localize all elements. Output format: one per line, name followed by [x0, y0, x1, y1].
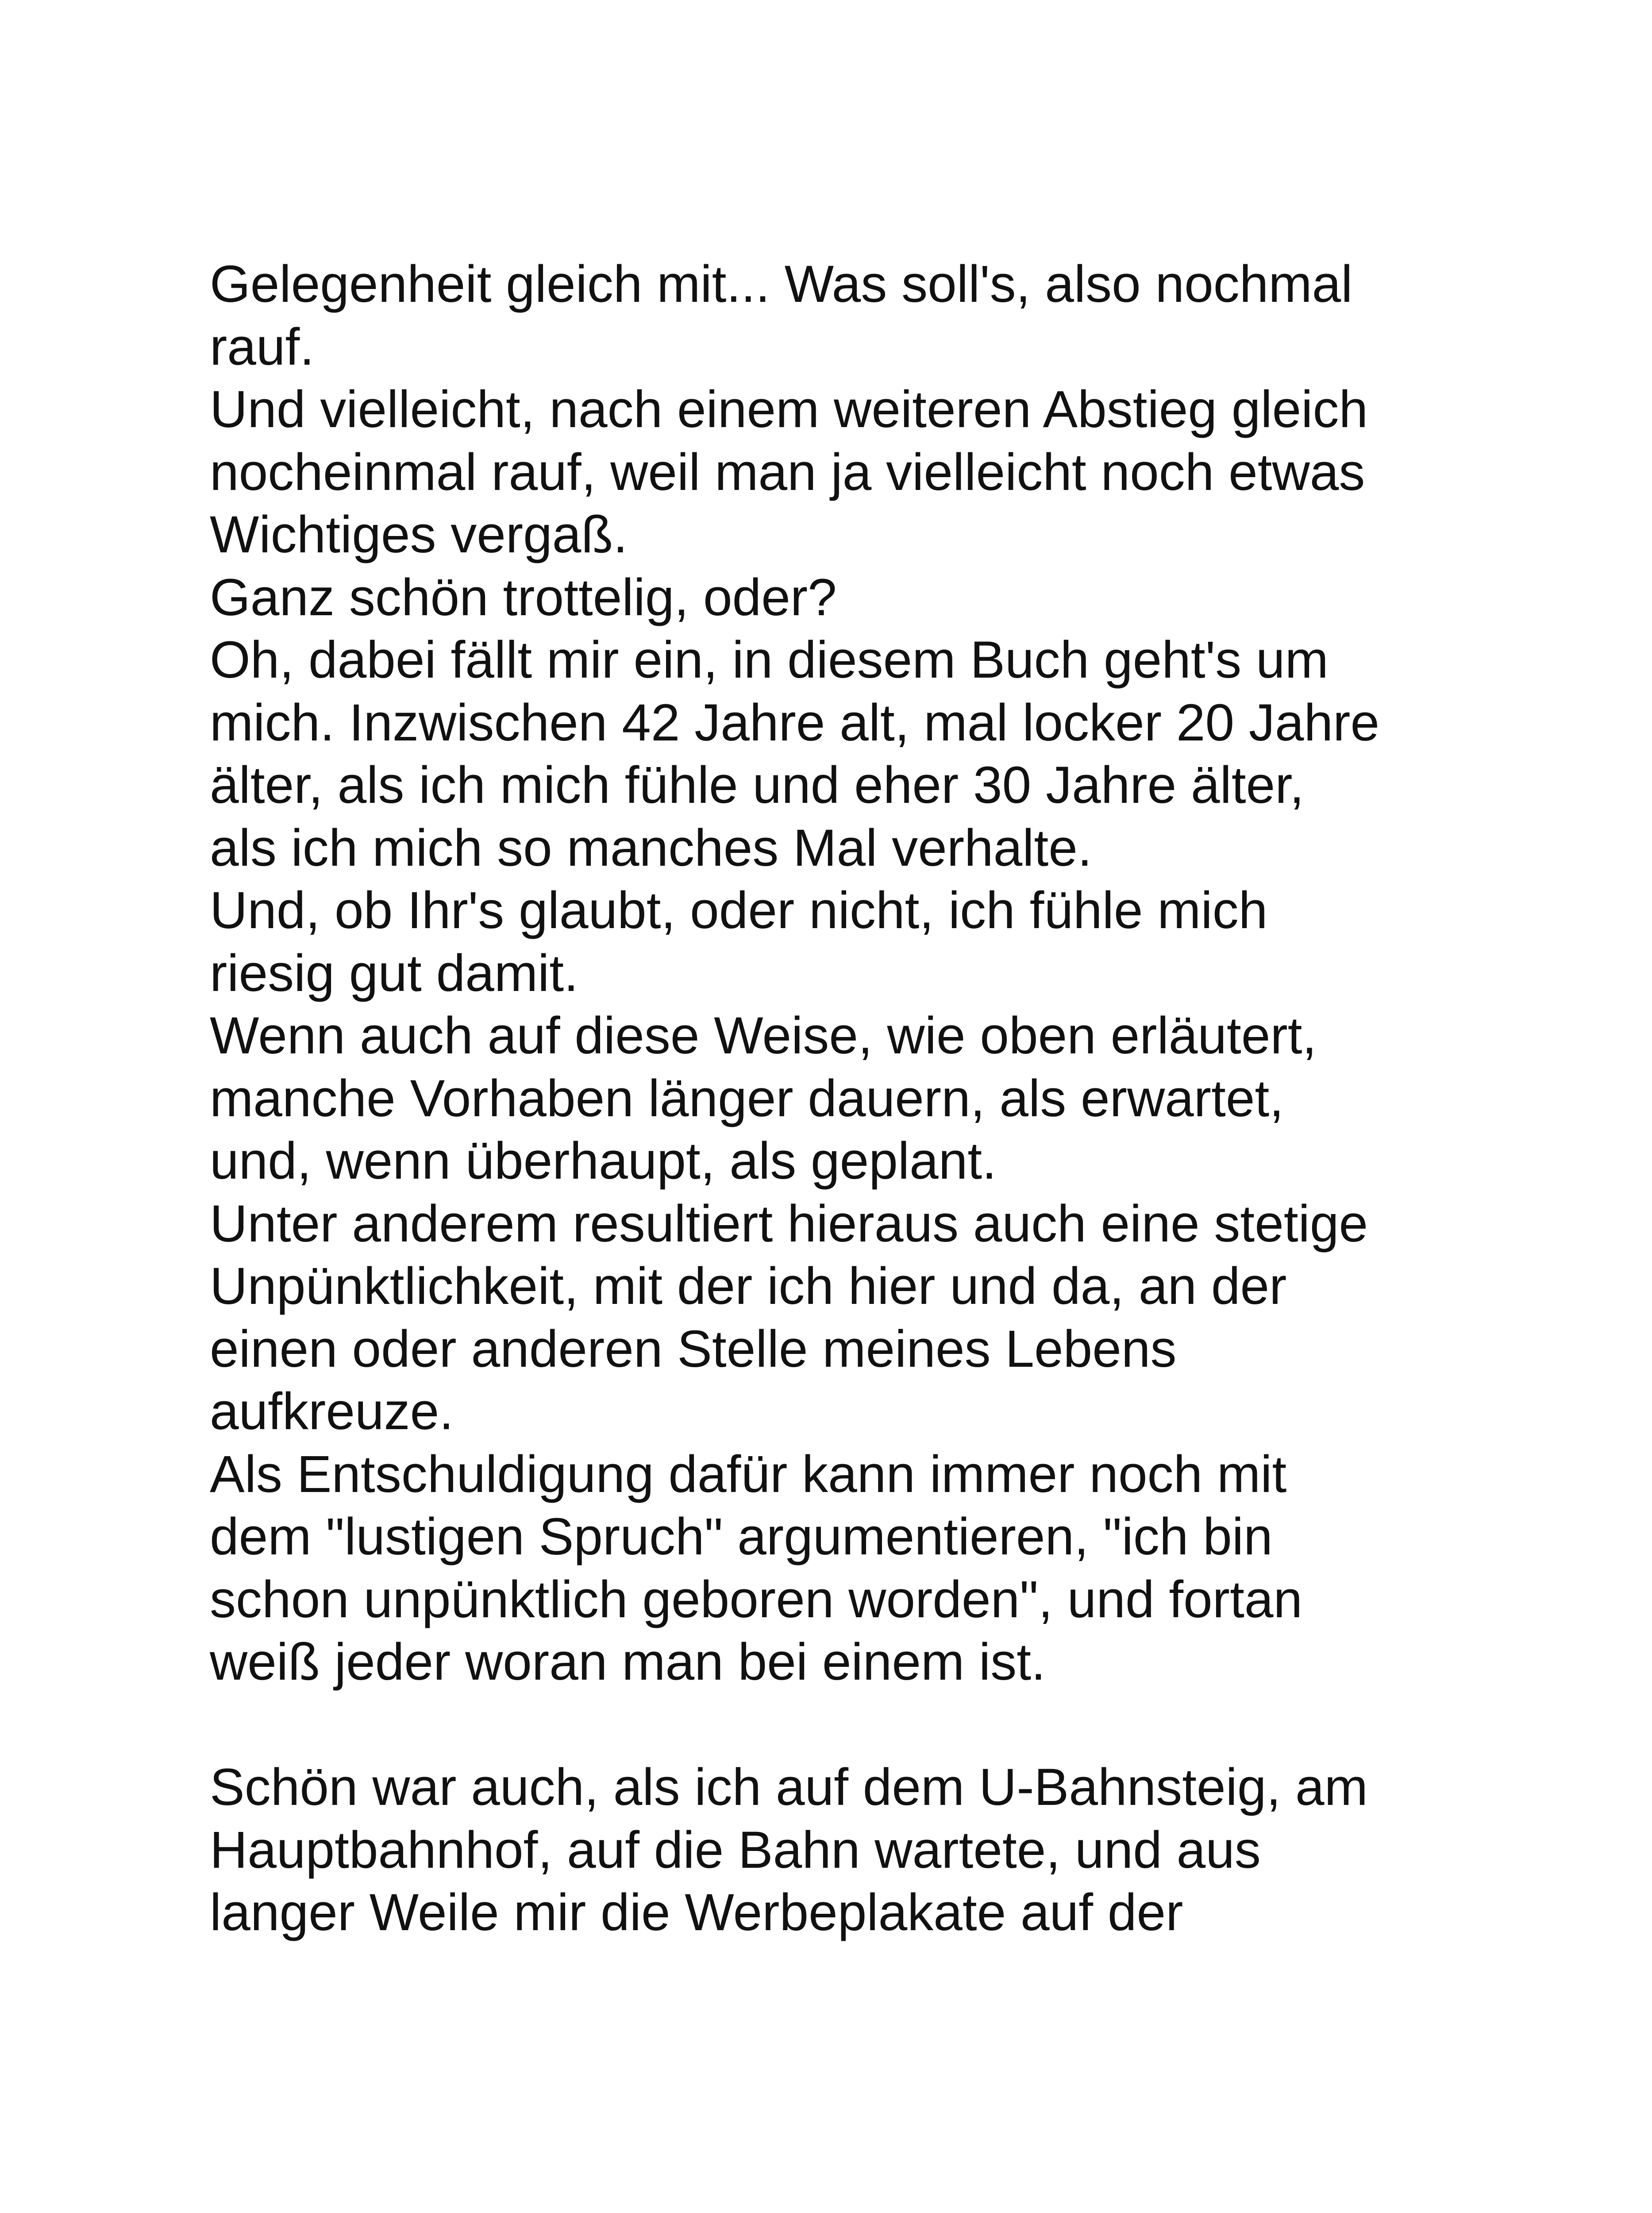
text-line: dem "lustigen Spruch" argumentieren, "ich bin [210, 1507, 1273, 1566]
text-line: Wenn auch auf diese Weise, wie oben erläutert, [210, 1006, 1317, 1065]
text-line: Hauptbahnhof, auf die Bahn wartete, und aus [210, 1820, 1261, 1879]
text-line: Schön war auch, als ich auf dem U-Bahnsteig, am [210, 1758, 1368, 1816]
body-text [210, 253, 1493, 1944]
text-line: aufkreuze. [210, 1382, 454, 1441]
text-line: Ganz schön trottelig, oder? [210, 568, 837, 627]
text-line: und, wenn überhaupt, als geplant. [210, 1132, 997, 1190]
paragraph-gap [210, 1694, 1493, 1757]
text-line: mich. Inzwischen 42 Jahre alt, mal locker 20 Jahre [210, 693, 1380, 752]
text-line: Wichtiges vergaß. [210, 505, 628, 564]
text-line: einen oder anderen Stelle meines Lebens [210, 1319, 1177, 1378]
text-line: manche Vorhaben länger dauern, als erwartet, [210, 1069, 1284, 1128]
text-line: schon unpünktlich geboren worden", und fortan [210, 1570, 1303, 1629]
text-line: als ich mich so manches Mal verhalte. [210, 818, 1092, 877]
text-line: Unpünktlichkeit, mit der ich hier und da, an der [210, 1257, 1287, 1315]
text-line: Als Entschuldigung dafür kann immer noch mit [210, 1445, 1287, 1504]
text-line: weiß jeder woran man bei einem ist. [210, 1633, 1046, 1691]
text-line: langer Weile mir die Werbeplakate auf der [210, 1883, 1183, 1942]
text-line: riesig gut damit. [210, 944, 578, 1002]
text-line: älter, als ich mich fühle und eher 30 Jahre älter, [210, 756, 1304, 814]
text-line: rauf. [210, 317, 315, 376]
text-line: nocheinmal rauf, weil man ja vielleicht noch etwas [210, 443, 1365, 501]
text-line: Gelegenheit gleich mit... Was soll's, also nochmal [210, 255, 1353, 313]
text-line: Unter anderem resultiert hieraus auch eine stetige [210, 1194, 1368, 1253]
text-line: Und, ob Ihr's glaubt, oder nicht, ich fühle mich [210, 881, 1268, 940]
text-line: Und vielleicht, nach einem weiteren Abstieg gleich [210, 380, 1368, 439]
text-line: Oh, dabei fällt mir ein, in diesem Buch geht's um [210, 631, 1329, 689]
